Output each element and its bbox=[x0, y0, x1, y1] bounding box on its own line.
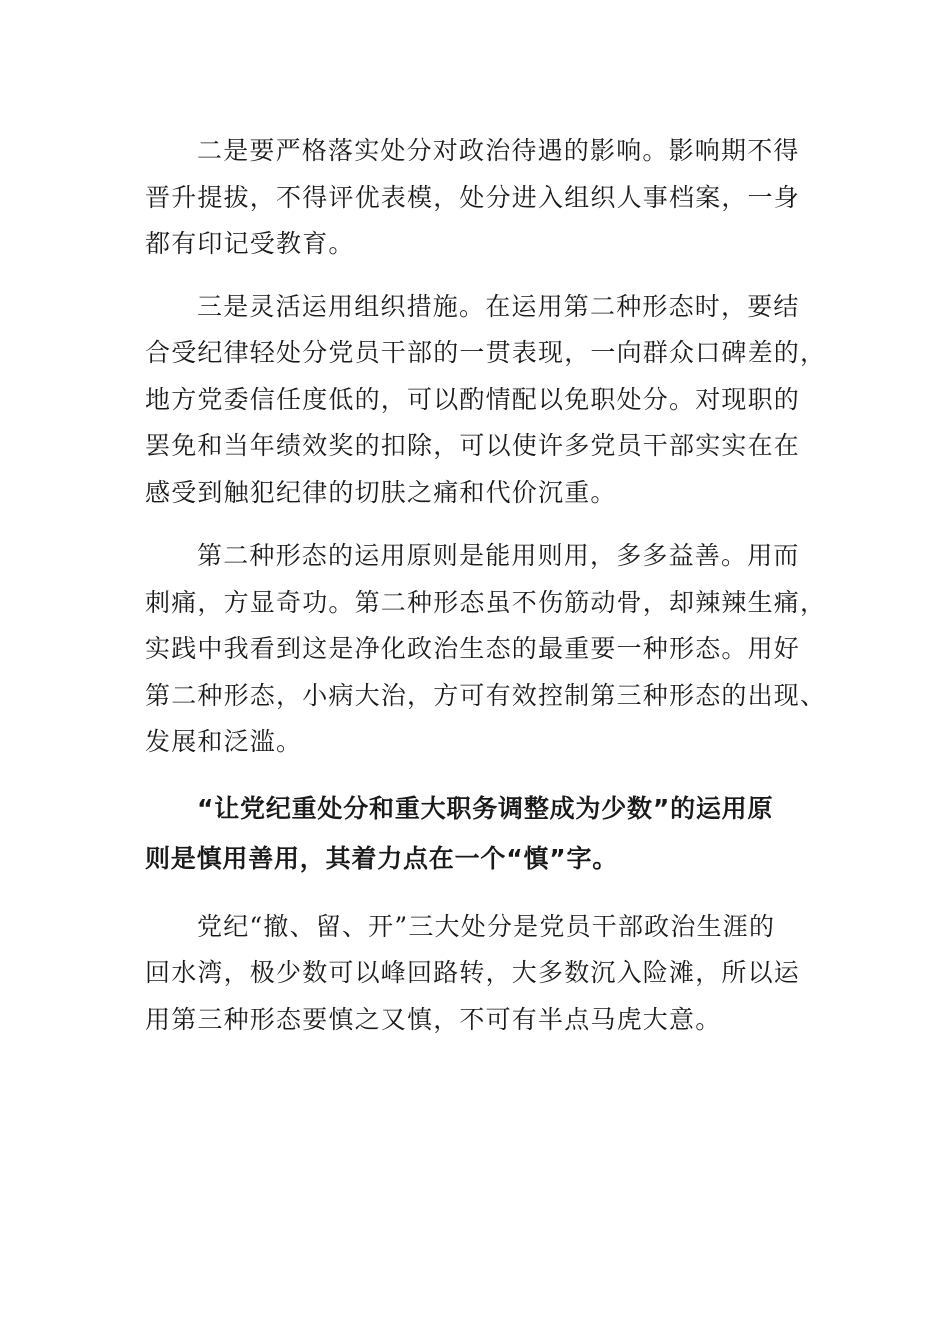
text-line: 用第三种形态要慎之又慎，不可有半点马虎大意。 bbox=[145, 1004, 722, 1034]
text-line: 都有印记受教育。 bbox=[145, 229, 355, 258]
text-line: 第二种形态的运用原则是能用则用，多多益善。用而 bbox=[197, 541, 800, 570]
paragraph-political-treatment bbox=[145, 128, 805, 268]
paragraph-organizational-measures bbox=[145, 284, 827, 517]
section-heading-bold bbox=[145, 784, 805, 884]
text-line: 第二种形态，小病大治，方可有效控制第三种形态的出现、 bbox=[145, 680, 827, 710]
text-line: 回水湾，极少数可以峰回路转，大多数沉入险滩，所以运 bbox=[145, 958, 801, 987]
text-line: 二是要严格落实处分对政治待遇的影响。影响期不得 bbox=[197, 136, 800, 165]
text-line: 实践中我看到这是净化政治生态的最重要一种形态。用好 bbox=[145, 634, 801, 663]
paragraph-third-form bbox=[145, 904, 805, 1044]
heading-line: “让党纪重处分和重大职务调整成为少数”的运用原 bbox=[197, 793, 774, 823]
text-line: 刺痛，方显奇功。第二种形态虽不伤筋动骨，却辣辣生痛， bbox=[145, 587, 827, 617]
heading-line: 则是慎用善用，其着力点在一个“慎”字。 bbox=[145, 843, 619, 873]
text-line: 感受到触犯纪律的切肤之痛和代价沉重。 bbox=[145, 477, 617, 507]
text-line: 三是灵活运用组织措施。在运用第二种形态时，要结 bbox=[197, 291, 800, 321]
text-line: 地方党委信任度低的，可以酌情配以免职处分。对现职的 bbox=[145, 384, 801, 414]
document-page bbox=[145, 128, 827, 1043]
text-line: 晋升提拔，不得评优表模，处分进入组织人事档案，一身 bbox=[145, 182, 801, 212]
paragraph-second-form-principle bbox=[145, 533, 827, 766]
text-line: 合受纪律轻处分党员干部的一贯表现，一向群众口碑差的， bbox=[145, 338, 827, 367]
text-line: 罢免和当年绩效奖的扣除，可以使许多党员干部实实在在 bbox=[145, 431, 801, 460]
text-line: 发展和泛滥。 bbox=[145, 727, 303, 756]
text-line: 党纪“撤、留、开”三大处分是党员干部政治生涯的 bbox=[197, 911, 776, 941]
